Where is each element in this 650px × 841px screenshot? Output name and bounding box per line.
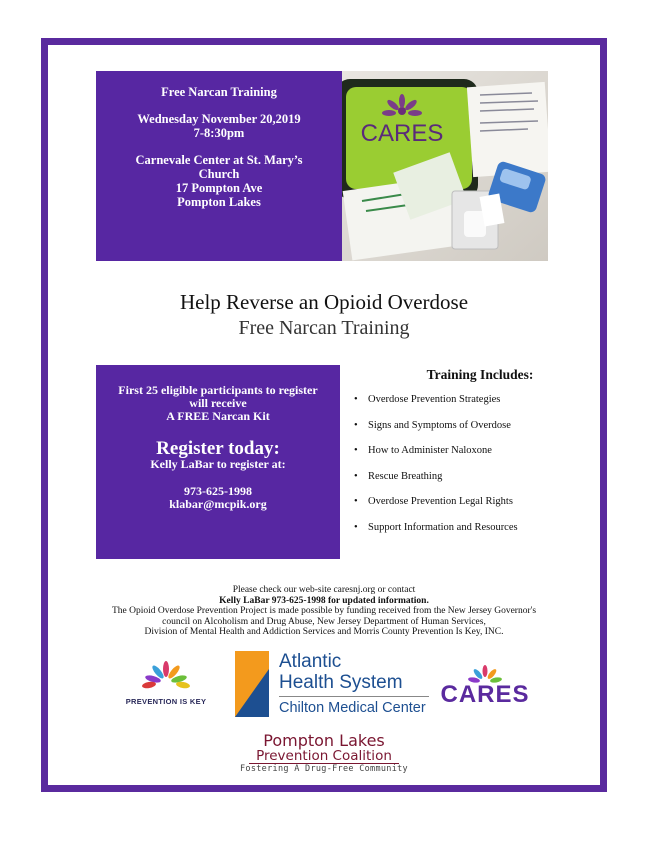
list-item: • Support Information and Resources (350, 521, 600, 547)
list-item: • Overdose Prevention Legal Rights (350, 495, 600, 521)
footer-line4: council on Alcoholism and Drug Abuse, New Jersey Department of Human Services, (162, 616, 486, 627)
event-info-box (96, 71, 342, 261)
kit-brand-text: CARES (360, 120, 444, 147)
event-venue-2: Church (198, 167, 240, 181)
narcan-kit-photo (342, 71, 548, 261)
ahs-chilton: Chilton Medical Center (279, 700, 426, 716)
registration-box (96, 365, 340, 559)
footer-line2: Kelly LaBar 973-625-1998 for updated information. (219, 595, 429, 606)
event-title: Free Narcan Training (161, 85, 277, 99)
sponsor-logos (48, 651, 600, 719)
event-venue: Carnevale Center at St. Mary’s (135, 153, 303, 167)
training-includes (350, 367, 600, 546)
register-cta-sub: Kelly LaBar to register at: (150, 457, 286, 471)
footer-line3: The Opioid Overdose Prevention Project is made possible by funding received from the New Jersey Governor's (111, 606, 537, 616)
footer-line5: Division of Mental Health and Addiction Services and Morris County Prevention Is Key, INC. (144, 627, 504, 637)
coalition-name-2: Prevention Coalition (256, 748, 392, 764)
footer-line1: Please check our web-site caresnj.org or contact (232, 585, 416, 595)
coalition-logo (48, 733, 600, 774)
includes-title: Training Includes: (426, 367, 534, 382)
footer-text (48, 585, 600, 638)
prevention-is-key-logo (118, 661, 214, 711)
reg-line2: will receive (189, 396, 247, 410)
ahs-name-2: Health System (279, 672, 403, 693)
includes-list (350, 393, 600, 546)
event-date: Wednesday November 20,2019 (137, 112, 301, 126)
reg-line3: A FREE Narcan Kit (166, 409, 270, 423)
flyer-frame (41, 38, 607, 792)
event-city: Pompton Lakes (177, 195, 261, 209)
headline (48, 290, 600, 340)
register-cta: Register today: (156, 438, 280, 459)
cares-logo (440, 665, 530, 711)
pik-logo-text: PREVENTION IS KEY (125, 697, 207, 706)
list-item: • Rescue Breathing (350, 470, 600, 496)
event-time: 7-8:30pm (193, 126, 245, 140)
cares-logo-text: CARES (440, 681, 530, 708)
list-item: • How to Administer Naloxone (350, 444, 600, 470)
list-item: • Overdose Prevention Strategies (350, 393, 600, 419)
coalition-tagline: Fostering A Drug-Free Community (240, 764, 408, 774)
register-phone: 973-625-1998 (184, 484, 252, 498)
register-email: klabar@mcpik.org (169, 497, 267, 511)
event-address: 17 Pompton Ave (175, 181, 263, 195)
list-item: • Signs and Symptoms of Overdose (350, 419, 600, 445)
coalition-name-1: Pompton Lakes (263, 731, 385, 750)
ahs-name-1: Atlantic (279, 651, 342, 672)
atlantic-health-logo (235, 651, 445, 717)
reg-line1: First 25 eligible participants to register (118, 383, 318, 397)
headline-main: Help Reverse an Opioid Overdose (179, 290, 469, 314)
headline-sub: Free Narcan Training (238, 317, 410, 339)
